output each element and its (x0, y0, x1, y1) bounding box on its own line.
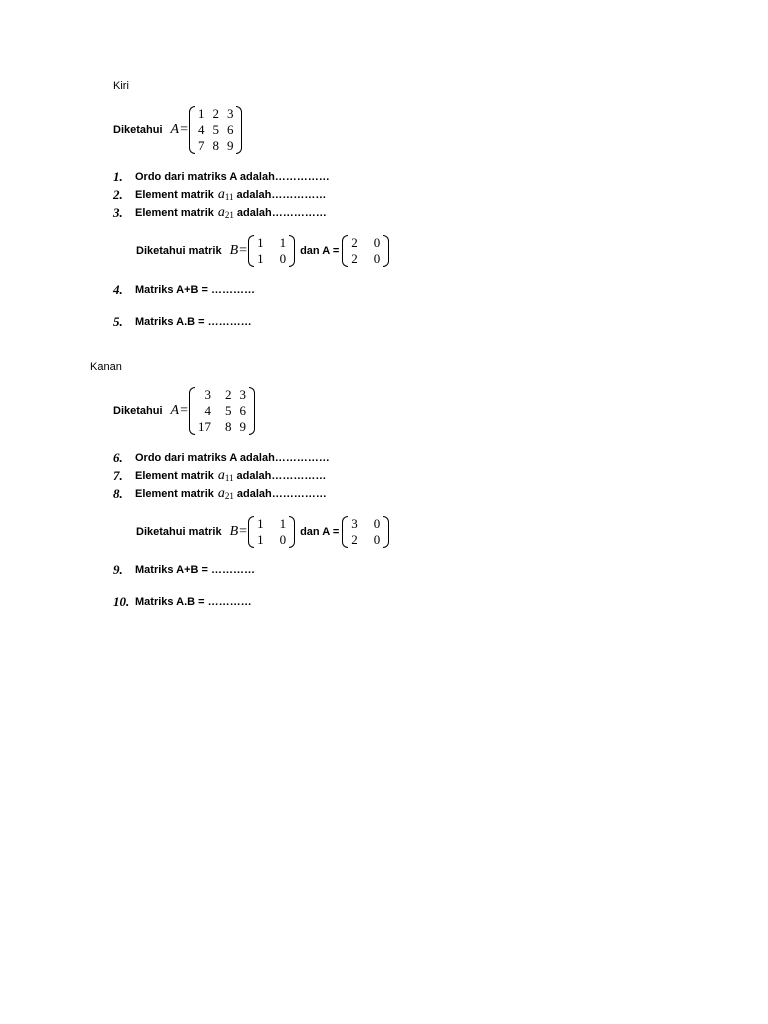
matrix-a-second: 3 0 2 0 (342, 516, 389, 548)
matrix-a: 1 2 3 4 5 6 7 8 9 (189, 106, 243, 154)
given-label: Diketahui (113, 405, 163, 417)
question-1 (113, 169, 330, 185)
question-number: 10. (113, 594, 130, 609)
question-text: Matriks A.B = ………… (135, 596, 252, 608)
matrix-a-second: 2 0 2 0 (342, 235, 389, 267)
matrix-a: 3 2 3 4 5 6 17 8 9 (189, 387, 255, 435)
element-variable: $a_{21}$ (217, 205, 234, 220)
element-variable: $a_{11}$ (217, 468, 234, 483)
given-b-label: Diketahui matrik (136, 526, 222, 538)
given-b-label: Diketahui matrik (136, 245, 222, 257)
question-text: Matriks A+B = ………… (135, 284, 256, 296)
question-number: 2. (113, 187, 123, 202)
given-matrices-b-a-kanan (136, 516, 389, 548)
given-matrices-b-a-kiri (136, 235, 389, 267)
question-number: 6. (113, 450, 123, 465)
section-title-kanan: Kanan (90, 361, 122, 373)
question-text-before: Element matrik (135, 189, 214, 201)
question-4 (113, 282, 255, 298)
question-text: Ordo dari matriks A adalah…………… (135, 452, 330, 464)
element-variable: $a_{11}$ (217, 187, 234, 202)
given-label: Diketahui (113, 124, 163, 136)
question-text-before: Element matrik (135, 470, 214, 482)
question-5 (113, 314, 252, 330)
equals-sign: = (239, 243, 248, 258)
matrix-a-symbol: A (170, 403, 180, 418)
matrix-b: 1 1 1 0 (248, 516, 295, 548)
question-9 (113, 562, 255, 578)
question-8 (113, 486, 327, 502)
question-text: Ordo dari matriks A adalah…………… (135, 171, 330, 183)
question-text-after: adalah…………… (236, 488, 327, 500)
question-2 (113, 187, 326, 203)
question-number: 8. (113, 486, 123, 501)
equals-sign: = (180, 403, 188, 418)
question-text-before: Element matrik (135, 488, 214, 500)
question-number: 4. (113, 282, 123, 297)
question-number: 1. (113, 169, 123, 184)
matrix-a-symbol: A (170, 122, 180, 137)
given-matrix-a-kanan (113, 387, 255, 435)
matrix-b-symbol: B (229, 524, 239, 539)
section-title-kiri: Kiri (113, 80, 129, 92)
element-variable: $a_{21}$ (217, 486, 234, 501)
question-text-after: adalah…………… (236, 470, 327, 482)
question-text-after: adalah…………… (236, 189, 327, 201)
question-text-after: adalah…………… (236, 207, 327, 219)
question-text-before: Element matrik (135, 207, 214, 219)
and-a-label: dan A = (300, 526, 340, 538)
and-a-label: dan A = (300, 245, 340, 257)
question-number: 9. (113, 562, 123, 577)
question-text: Matriks A+B = ………… (135, 564, 256, 576)
matrix-b: 1 1 1 0 (248, 235, 295, 267)
question-10 (113, 594, 252, 610)
equals-sign: = (239, 524, 248, 539)
question-7 (113, 468, 326, 484)
equals-sign: = (180, 122, 188, 137)
given-matrix-a-kiri (113, 106, 242, 154)
question-number: 5. (113, 314, 123, 329)
matrix-b-symbol: B (229, 243, 239, 258)
question-number: 7. (113, 468, 123, 483)
question-text: Matriks A.B = ………… (135, 316, 252, 328)
question-number: 3. (113, 205, 123, 220)
question-6 (113, 450, 330, 466)
question-3 (113, 205, 327, 221)
